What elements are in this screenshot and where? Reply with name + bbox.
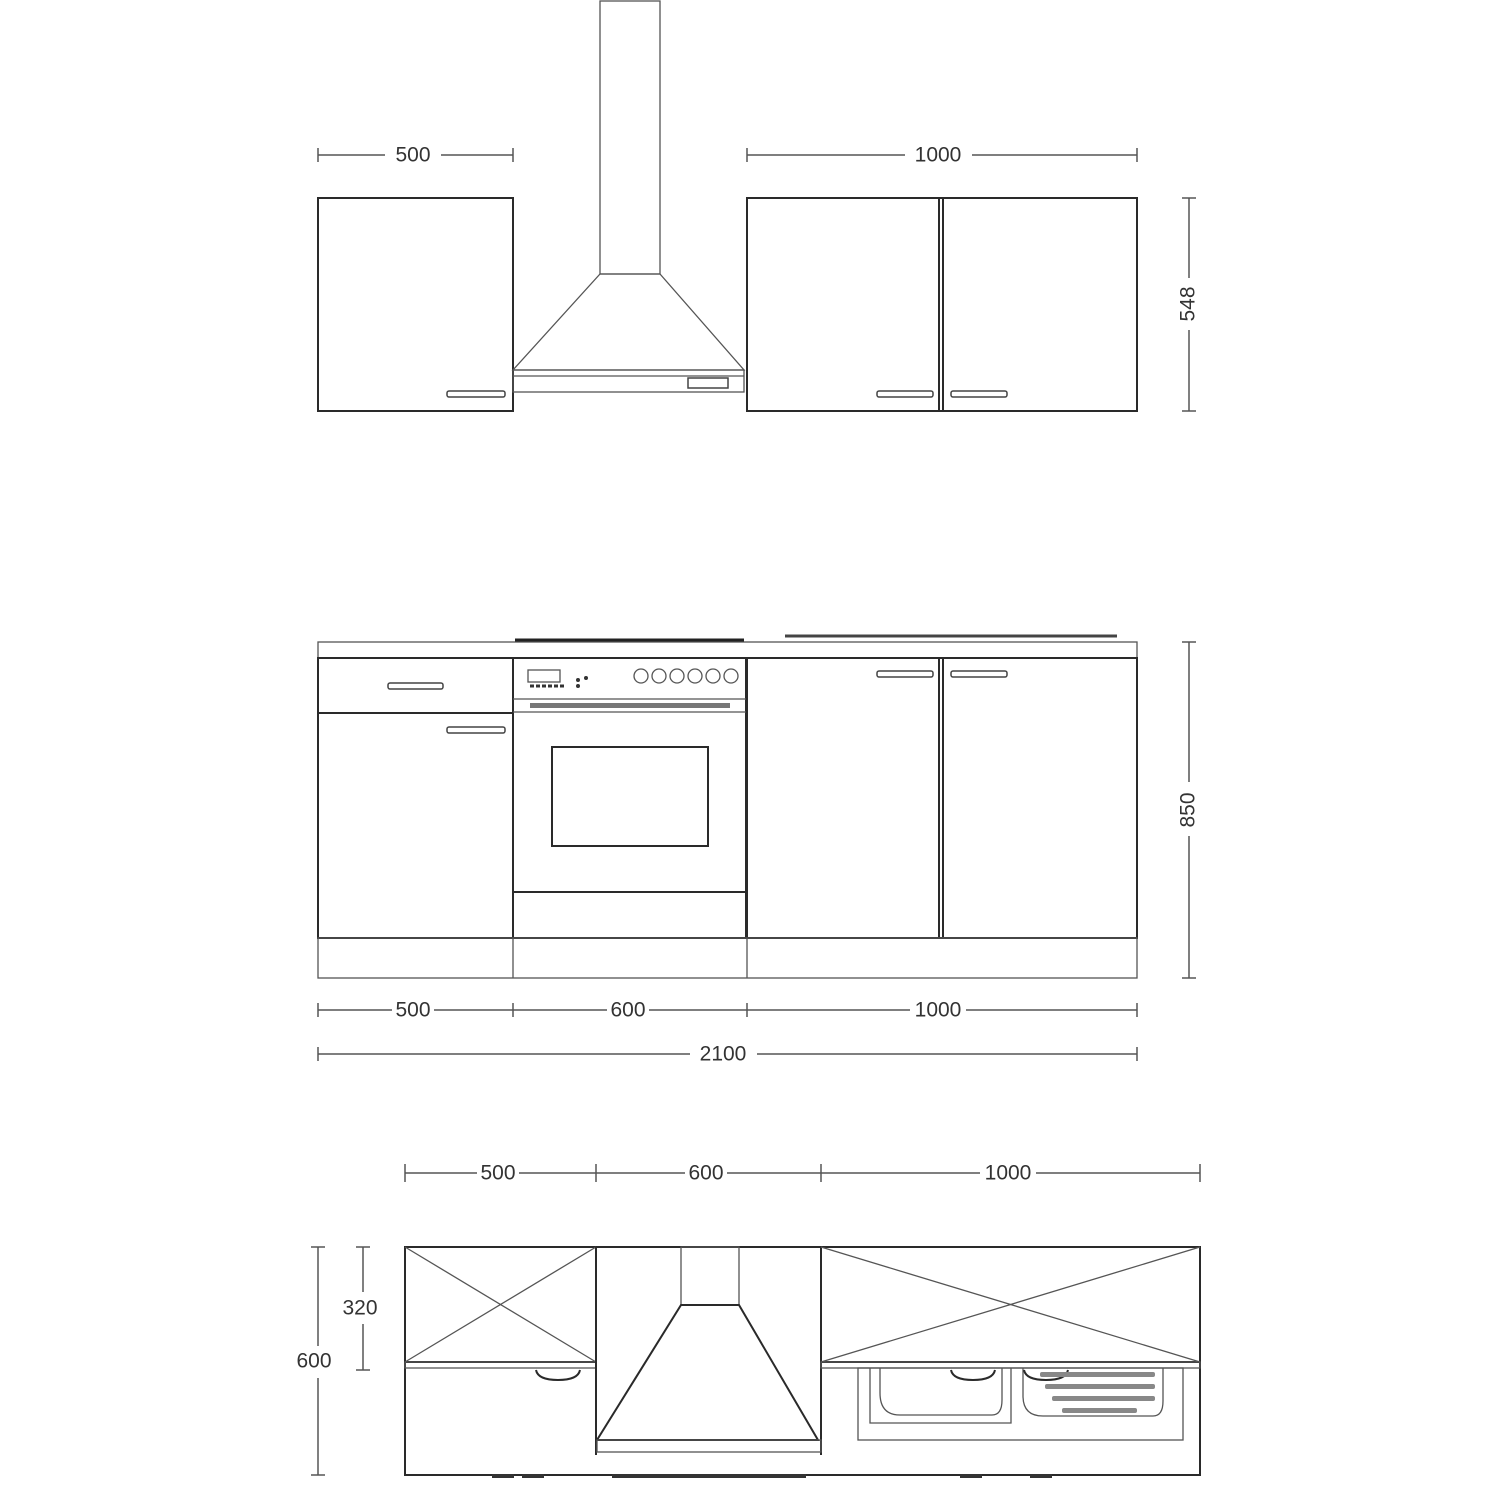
- drawer-handle: [388, 683, 443, 689]
- dimension-label: 2100: [699, 1042, 747, 1066]
- dimension-wall-height: [1177, 198, 1200, 411]
- base-elevation: [318, 636, 1200, 1066]
- dimension-label: 600: [296, 1349, 332, 1373]
- plan-view: [296, 1161, 1200, 1478]
- plan-wall-cabinet-right: [821, 1247, 1200, 1368]
- dimension-label: 548: [1176, 286, 1200, 322]
- plinth: [318, 938, 1137, 978]
- dimension-depth-wall: [342, 1247, 377, 1370]
- oven: [513, 658, 746, 938]
- dimension-label: 500: [480, 1161, 516, 1185]
- dimension-label: 850: [1176, 792, 1200, 828]
- handle: [877, 391, 933, 397]
- range-hood: [513, 1, 744, 392]
- wall-elevation: [318, 1, 1200, 411]
- dimension-base-segments: [318, 998, 1137, 1022]
- dimension-total-width: [318, 1043, 1137, 1066]
- plan-wall-cabinet-left: [405, 1247, 596, 1380]
- base-cabinet-right: [747, 658, 1137, 938]
- dimension-label: 500: [395, 143, 431, 167]
- dimension-plan-segments: [405, 1161, 1200, 1185]
- dimension-label: 600: [610, 998, 646, 1022]
- handle: [951, 391, 1007, 397]
- dimension-depth-total: [296, 1247, 331, 1475]
- dimension-label: 320: [342, 1296, 378, 1320]
- dimension-label: 600: [688, 1161, 724, 1185]
- dimension-label: 1000: [984, 1161, 1032, 1185]
- handle: [877, 671, 933, 677]
- oven-window: [552, 747, 708, 846]
- wall-cabinet-right: [747, 198, 1137, 411]
- oven-handle: [530, 703, 730, 708]
- dimension-base-height: [1177, 642, 1200, 978]
- oven-display: [528, 670, 560, 682]
- dimension-label: 1000: [914, 143, 962, 167]
- oven-knobs: [634, 669, 738, 683]
- base-cabinet-left: [318, 658, 513, 938]
- door-handle: [447, 727, 505, 733]
- wall-cabinet-left: [318, 198, 513, 411]
- dimension-label: 1000: [914, 998, 962, 1022]
- dimension-label: 500: [395, 998, 431, 1022]
- dimension-wall-left-width: [318, 144, 513, 167]
- plan-sink: [858, 1368, 1183, 1440]
- countertop: [318, 642, 1137, 658]
- dimension-wall-right-width: [747, 144, 1137, 167]
- handle: [447, 391, 505, 397]
- handle: [951, 671, 1007, 677]
- plan-range-hood: [596, 1247, 821, 1455]
